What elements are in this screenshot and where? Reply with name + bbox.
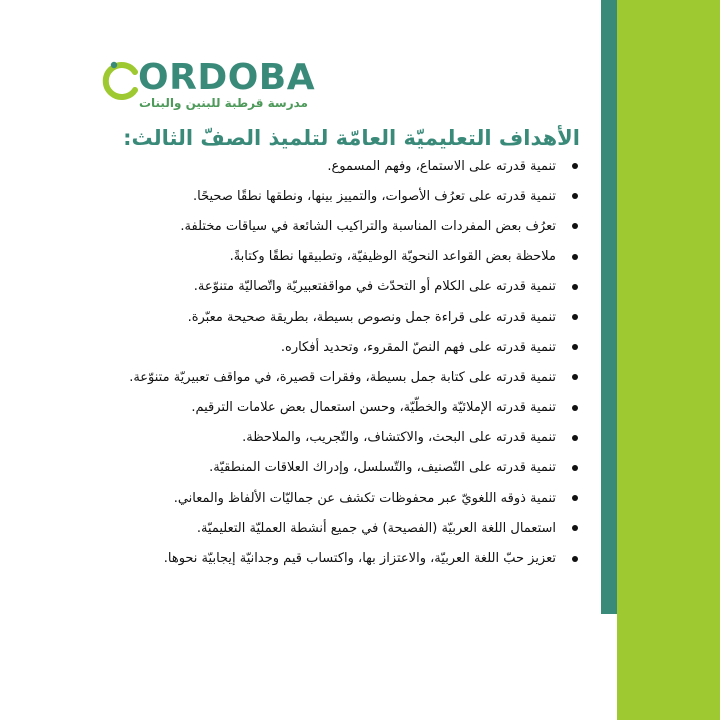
list-item bbox=[138, 423, 578, 453]
objective-text: تنمية قدرته الإملائيّة والخطّيّة، وحسن استعمال بعض علامات الترقيم. bbox=[191, 400, 556, 416]
list-item bbox=[138, 393, 578, 423]
list-item bbox=[138, 242, 578, 272]
list-item bbox=[138, 543, 578, 573]
list-item bbox=[138, 272, 578, 302]
objective-text: تنمية ذوقه اللغويّ عبر محفوظات تكشف عن جماليّات الألفاظ والمعاني. bbox=[173, 490, 556, 506]
logo-c-ring-icon bbox=[102, 61, 142, 101]
objectives-list bbox=[129, 151, 578, 574]
bullet-icon bbox=[572, 525, 578, 531]
list-item bbox=[138, 513, 578, 543]
bullet-icon bbox=[572, 405, 578, 411]
cordoba-logo bbox=[100, 50, 316, 112]
decorative-stripe-light bbox=[617, 0, 720, 720]
objective-text: تنمية قدرته على الاستماع، وفهم المسموع. bbox=[327, 158, 556, 174]
list-item bbox=[138, 453, 578, 483]
bullet-icon bbox=[572, 465, 578, 471]
logo-wordmark: ORDOBA bbox=[138, 57, 316, 98]
objective-text: تنمية قدرته على كتابة جمل بسيطة، وفقرات قصيرة، في مواقف تعبيريّة متنوّعة. bbox=[129, 369, 556, 385]
list-item bbox=[129, 362, 578, 392]
list-item bbox=[138, 332, 578, 362]
bullet-icon bbox=[572, 254, 578, 260]
bullet-icon bbox=[572, 495, 578, 501]
objective-text: تعرُف بعض المفردات المناسبة والتراكيب الشائعة في سياقات مختلفة. bbox=[180, 218, 556, 234]
bullet-icon bbox=[572, 223, 578, 229]
bullet-icon bbox=[572, 284, 578, 290]
bullet-icon bbox=[572, 314, 578, 320]
list-item bbox=[138, 483, 578, 513]
decorative-stripe-dark bbox=[601, 0, 617, 614]
objective-text: استعمال اللغة العربيّة (الفصيحة) في جميع أنشطة العمليّة التعليميّة. bbox=[196, 520, 556, 536]
page-title: الأهداف التعليميّة العامّة لتلميذ الصفّ الثالث: bbox=[123, 126, 580, 150]
bullet-icon bbox=[572, 374, 578, 380]
logo-tagline: مدرسة قرطبة للبنين والبنات bbox=[138, 96, 308, 110]
list-item bbox=[138, 302, 578, 332]
list-item bbox=[138, 181, 578, 211]
objective-text: تنمية قدرته على قراءة جمل ونصوص بسيطة، بطريقة صحيحة معبّرة. bbox=[187, 309, 556, 325]
objective-text: تعزيز حبّ اللغة العربيّة، والاعتزاز بها، واكتساب قيم وجدانيّة إيجابيّة نحوها. bbox=[163, 551, 556, 567]
list-item bbox=[138, 211, 578, 241]
bullet-icon bbox=[572, 344, 578, 350]
objective-text: تنمية قدرته على التّصنيف، والتّسلسل، وإدراك العلاقات المنطقيّة. bbox=[209, 460, 556, 476]
objective-text: تنمية قدرته على الكلام أو التحدّث في مواقفتعبيريّة واتّصاليّة متنوّعة. bbox=[193, 279, 556, 295]
objective-text: تنمية قدرته على تعرُف الأصوات، والتمييز بينها، ونطقها نطقًا صحيحًا. bbox=[193, 188, 556, 204]
list-item bbox=[138, 151, 578, 181]
objective-text: ملاحظة بعض القواعد النحويّة الوظيفيّة، وتطبيقها نطقًا وكتابةً. bbox=[229, 249, 556, 265]
objective-text: تنمية قدرته على البحث، والاكتشاف، والتّجريب، والملاحظة. bbox=[242, 430, 556, 446]
bullet-icon bbox=[572, 193, 578, 199]
objective-text: تنمية قدرته على فهم النصّ المقروء، وتحديد أفكاره. bbox=[280, 339, 556, 355]
bullet-icon bbox=[572, 163, 578, 169]
bullet-icon bbox=[572, 435, 578, 441]
bullet-icon bbox=[572, 556, 578, 562]
